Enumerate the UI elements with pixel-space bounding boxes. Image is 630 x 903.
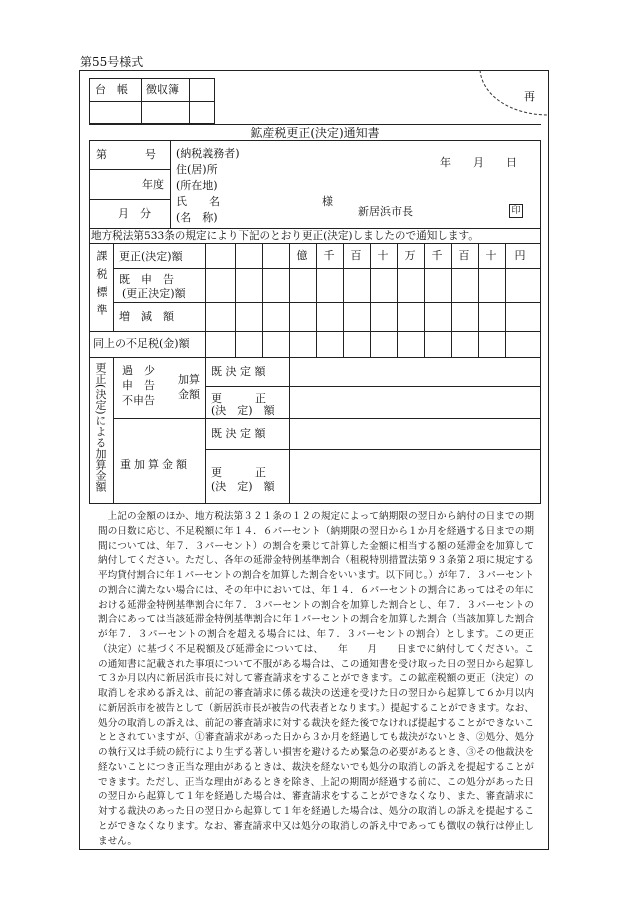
mayor-label: 新居浜市長 [358, 205, 413, 218]
taxpayer-label: (納税義務者) [176, 147, 240, 160]
form-number: 第55号様式 [80, 55, 144, 69]
penalty-kashou: 過 少 [122, 364, 155, 377]
shortfall-label: 同上の不足税(金)額 [93, 337, 190, 350]
seal-mark: 印 [509, 204, 523, 218]
unit-sen: 千 [323, 249, 335, 262]
reissue-arc [470, 70, 550, 120]
taxpayer-location: (所在地) [176, 179, 218, 192]
tax-base-zougen: 増 減 額 [119, 310, 174, 323]
taxpayer-name: 氏 名 [176, 195, 220, 208]
unit-oku: 億 [296, 249, 308, 262]
penalty-kasan: 加算 [178, 373, 200, 386]
unit-juu: 十 [377, 249, 389, 262]
date-label: 年 月 日 [440, 156, 517, 169]
sama-label: 様 [322, 195, 333, 208]
penalty-kikettei-2: 既 決 定 額 [211, 427, 266, 440]
unit-en: 円 [514, 249, 526, 262]
number-label: 第 号 [96, 148, 156, 161]
ledger-daicho: 台 帳 [95, 83, 128, 96]
penalty-shinkoku: 申 告 [122, 379, 155, 392]
penalty-side-label: 更正(決定)による加算金額 [94, 362, 107, 492]
tax-base-side-label: 課税標準 [95, 250, 108, 322]
unit-juu2: 十 [485, 249, 497, 262]
month-label: 月 分 [118, 207, 151, 220]
unit-hyaku: 百 [350, 249, 362, 262]
tax-base-kishinkoku: 既 申 告 [119, 273, 174, 286]
penalty-fushinkoku: 不申告 [122, 394, 155, 407]
penalty-kettei-2: (決 定) 額 [211, 480, 275, 493]
ledger-choshubo: 徴収簿 [146, 83, 179, 96]
notice-line: 地方税法第533条の規定により下記のとおり更正(決定)しましたので通知します。 [91, 230, 479, 242]
penalty-kikettei-1: 既 決 定 額 [211, 365, 266, 378]
reissue-mark: 再 [524, 90, 535, 103]
unit-man: 万 [404, 249, 416, 262]
penalty-kettei-1: (決 定) 額 [211, 404, 275, 417]
tax-base-kosei: 更正(決定)額 [119, 250, 183, 263]
page-title: 鉱産税更正(決定)通知書 [250, 126, 380, 140]
tax-base-kosei-kettei: (更正決定)額 [122, 287, 186, 300]
unit-hyaku2: 百 [458, 249, 470, 262]
body-text: 上記の金額のほか、地方税法第３２１条の１２の規定によって納期限の翌日から納付の日までの期間の日数に応じ、不足税額に年１４．６パーセント（納期限の翌日から１か月を経過する日までの期間については、年７．３パーセント）の割合を乗じて計算した金額に相当する額の延滞金を加算して納付してください。ただし、各年の延滞金特例基準割合（租税特別措置法第９３条第２項に規定する平均貸付割合に年１パーセントの割合を加算した割合をいいます。以下同じ。）が年７．３パーセントの割合に満たない場合には、その年中においては、年１４．６パーセントの割合にあってはその年における延滞金特例基準割合に年７．３パーセントの割合を加算した割合とし、年７．３パーセントの割合にあっては当該延滞金特例基準割合に年１パーセントの割合を加算した割合（当該加算した割合が年７．３パーセントの割合を超える場合には、年７．３パーセントの割合）とします。この更正（決定）に基づく不足税額及び延滞金については、 年 月 日までに納付してください。この通知書に記載された事項について不服がある場合は、この通知書を受け取った日の翌日から起算して３か月以内に新居浜市長に対して審査請求をすることができます。この鉱産税額の更正（決定）の取消しを求める訴えは、前記の審査請求に係る裁決の送達を受けた日の翌日から起算して６か月以内に新居浜市を被告として（新居浜市長が被告の代表者となります。）提起することができます。なお、処分の取消しの訴えは、前記の審査請求に対する裁決を経た後でなければ提起することができないこととされていますが、①審査請求があった日から３か月を経過しても裁決がないとき、②処分、処分の執行又は手続の続行により生ずる著しい損害を避けるため緊急の必要があるとき、③その他裁決を経ないことにつき正当な理由があるときは、裁決を経ないでも処分の取消しの訴えを提起することができます。ただし、正当な理由があるときを除き、上記の期間が経過する前に、この処分があった日の翌日から起算して１年を経過した場合は、審査請求をすることができなくなり、また、審査請求に対する裁決のあった日の翌日から起算して１年を経過した場合は、処分の取消しの訴えを提起することができなくなります。なお、審査請求中又は処分の取消しの訴え中であっても徴収の執行は停止しません。 [98, 511, 534, 847]
penalty-kingaku: 金額 [178, 388, 200, 401]
unit-sen2: 千 [431, 249, 443, 262]
taxpayer-address: 住(居)所 [176, 163, 218, 176]
year-label: 年度 [142, 178, 164, 191]
taxpayer-corp-name: (名 称) [176, 211, 218, 224]
penalty-kosei-2: 更 正 [211, 466, 266, 479]
penalty-juukasan: 重加算金額 [120, 458, 190, 471]
penalty-kosei-1: 更 正 [211, 392, 266, 405]
